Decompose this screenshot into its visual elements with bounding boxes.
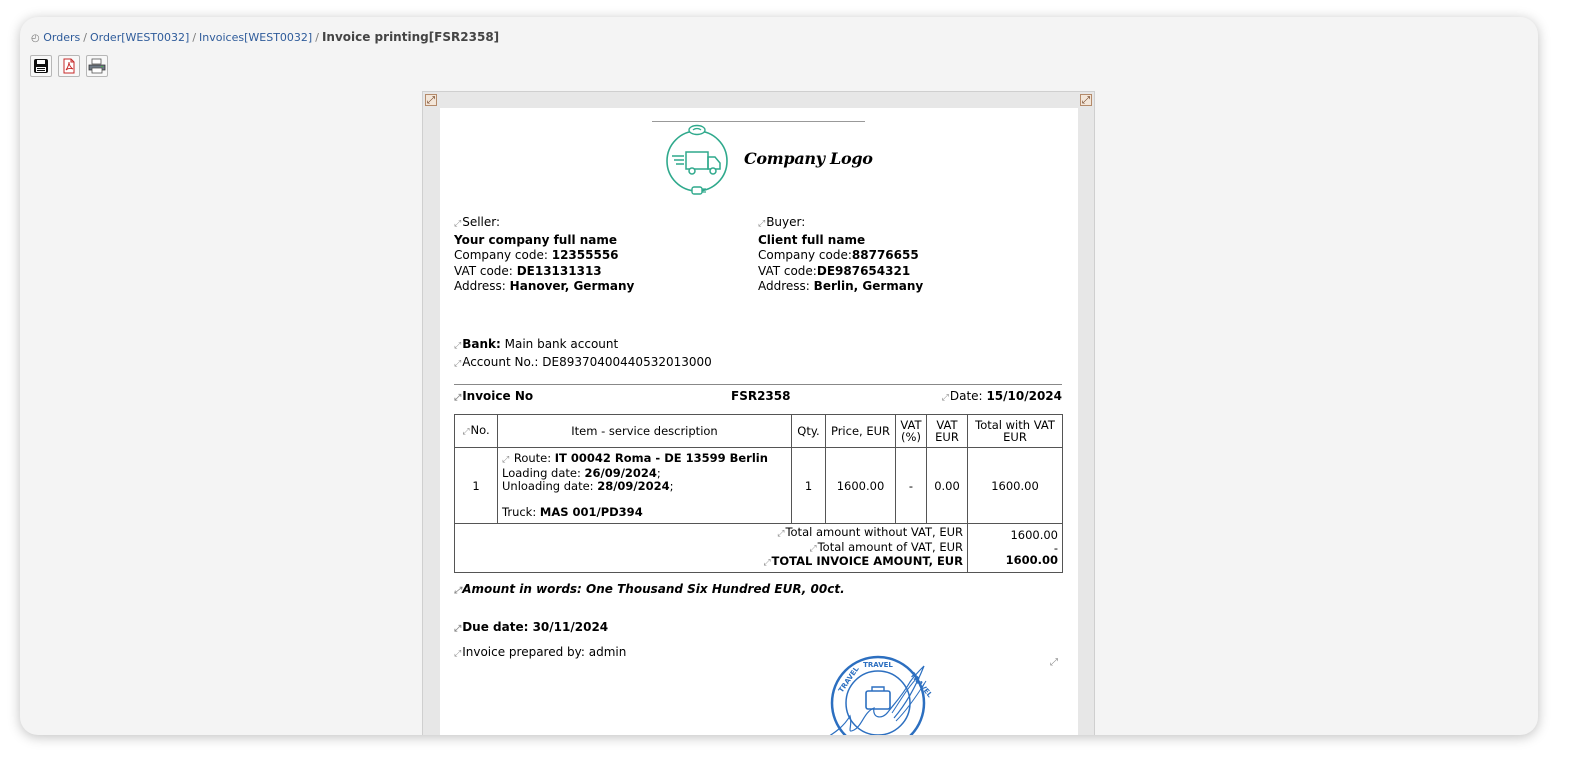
- pin-icon: ⤢: [502, 455, 510, 465]
- buyer-code-label: Company code:: [758, 248, 852, 262]
- seller-address: Hanover, Germany: [509, 279, 635, 293]
- due-value: 30/11/2024: [532, 620, 609, 634]
- buyer-name: Client full name: [758, 232, 866, 247]
- cell-qty: 1: [792, 448, 826, 524]
- seller-vat: DE13131313: [516, 263, 602, 278]
- page-title: Invoice printing[FSR2358]: [321, 30, 500, 44]
- buyer-address: Berlin, Germany: [813, 279, 924, 293]
- app-window: [20, 17, 1538, 735]
- resize-icon[interactable]: ⤢: [427, 95, 435, 106]
- due-date: [454, 620, 608, 634]
- company-stamp: [822, 653, 952, 735]
- cell-description: ⤢ Route: IT 00042 Roma - DE 13599 Berlin Loading date: 26/09/2024; Unloading date: 28/09/2024; Truck: MAS 001/PD394: [498, 448, 792, 524]
- table-header-row: [455, 415, 1063, 448]
- col-qty: Qty.: [792, 415, 826, 448]
- totals-row: [455, 524, 1063, 573]
- due-label: Due date:: [462, 620, 529, 634]
- amount-in-words: [454, 582, 845, 596]
- invoice-no: FSR2358: [731, 389, 791, 403]
- buyer-vat: DE987654321: [816, 263, 911, 278]
- pin-icon: ⤢: [777, 529, 785, 539]
- print-preview-frame: [422, 91, 1095, 735]
- breadcrumb-separator: /: [192, 31, 197, 44]
- breadcrumb-order[interactable]: Order[WEST0032]: [89, 31, 190, 44]
- pin-icon: ⤢: [941, 393, 949, 403]
- truck-label: Truck:: [502, 505, 537, 519]
- col-vat-pct: VAT (%): [896, 415, 927, 448]
- invoice-items-table: [454, 414, 1063, 573]
- buyer-address-label: Address:: [758, 279, 810, 293]
- table-row: [455, 448, 1063, 524]
- cell-total: 1600.00: [968, 448, 1063, 524]
- seller-heading: Seller:: [462, 215, 501, 229]
- resize-icon[interactable]: ⤢: [1082, 95, 1090, 106]
- buyer-heading: Buyer:: [766, 215, 806, 229]
- prepared-by-text: Invoice prepared by: admin: [462, 645, 627, 659]
- account-number: DE89370400440532013000: [542, 354, 712, 369]
- divider: [454, 384, 1062, 385]
- pin-icon: ⤢: [454, 358, 462, 369]
- history-icon: ◴: [31, 33, 40, 44]
- company-logo-icon: [664, 120, 730, 195]
- amount-in-words-text: Amount in words: One Thousand Six Hundred EUR, 00ct.: [462, 582, 845, 596]
- pdf-button[interactable]: [58, 55, 80, 77]
- totals-labels: [455, 524, 968, 573]
- seller-address-label: Address:: [454, 279, 506, 293]
- toolbar: [30, 55, 108, 77]
- total-without-vat: 1600.00: [1010, 528, 1058, 542]
- pin-icon: ⤢: [454, 219, 462, 229]
- pin-icon: ⤢: [1050, 657, 1058, 668]
- route-label: Route:: [513, 451, 552, 465]
- loading-label: Loading date:: [502, 466, 581, 480]
- breadcrumb-invoices[interactable]: Invoices[WEST0032]: [199, 31, 313, 44]
- invoice-date: 15/10/2024: [986, 389, 1062, 403]
- route: IT 00042 Roma - DE 13599 Berlin: [554, 451, 768, 465]
- seller-code-label: Company code:: [454, 248, 548, 262]
- svg-text:TRAVEL: TRAVEL: [908, 671, 934, 700]
- unloading-label: Unloading date:: [502, 479, 594, 493]
- total-vat-label: Total amount of VAT, EUR: [817, 539, 963, 554]
- bank-block: [454, 337, 712, 372]
- breadcrumb-orders[interactable]: Orders: [43, 31, 81, 44]
- pin-icon: ⤢: [454, 393, 462, 403]
- svg-text:TRAVEL: TRAVEL: [837, 665, 861, 695]
- seller-name: Your company full name: [454, 232, 618, 247]
- pin-icon: ⤢: [809, 543, 817, 554]
- invoice-document: [440, 108, 1078, 735]
- invoice-no-label: Invoice No: [462, 389, 534, 403]
- breadcrumb: [31, 30, 499, 44]
- pin-icon: ⤢: [454, 649, 462, 659]
- pdf-icon: [61, 58, 77, 74]
- loading-date: 26/09/2024: [584, 466, 657, 480]
- cell-vat-pct: -: [896, 448, 927, 524]
- pin-icon: ⤢: [462, 427, 470, 437]
- bank-label: Bank:: [462, 337, 501, 351]
- col-description: Item - service description: [498, 415, 792, 448]
- date-label: Date:: [949, 389, 983, 403]
- grand-total-label: TOTAL INVOICE AMOUNT, EUR: [771, 554, 963, 568]
- col-vat-eur: VAT EUR: [927, 415, 968, 448]
- pin-icon: ⤢: [454, 624, 462, 634]
- col-no: ⤢No.: [455, 415, 498, 448]
- buyer-code: 88776655: [851, 248, 919, 262]
- total-vat: -: [1053, 540, 1058, 555]
- svg-text:TRAVEL: TRAVEL: [863, 661, 893, 669]
- logo-text: Company Logo: [744, 149, 873, 168]
- seller-code: 12355556: [551, 248, 619, 262]
- seller-block: [454, 215, 634, 295]
- pin-icon: ⤢: [454, 586, 462, 596]
- cell-no: 1: [455, 448, 498, 524]
- pin-icon: ⤢: [758, 219, 766, 229]
- seller-vat-label: VAT code:: [454, 263, 513, 278]
- grand-total: 1600.00: [1005, 553, 1058, 567]
- save-button[interactable]: [30, 55, 52, 77]
- unloading-date: 28/09/2024: [597, 479, 670, 493]
- breadcrumb-separator: /: [315, 31, 319, 44]
- invoice-number-row: [454, 389, 1062, 405]
- total-without-vat-label: Total amount without VAT, EUR: [785, 525, 963, 539]
- save-icon: [33, 58, 49, 74]
- totals-values: [968, 524, 1063, 573]
- breadcrumb-separator: /: [83, 31, 87, 44]
- cell-price: 1600.00: [826, 448, 896, 524]
- pin-icon: ⤢: [454, 341, 462, 351]
- pin-icon: ⤢: [763, 558, 771, 568]
- col-price: Price, EUR: [826, 415, 896, 448]
- truck: MAS 001/PD394: [539, 505, 643, 519]
- buyer-block: [758, 215, 923, 295]
- prepared-by: [454, 645, 626, 659]
- cell-vat-eur: 0.00: [927, 448, 968, 524]
- account-label: Account No.:: [462, 354, 539, 369]
- print-icon: [88, 58, 106, 74]
- buyer-vat-label: VAT code:: [758, 263, 817, 278]
- print-button[interactable]: [86, 55, 108, 77]
- bank-name: Main bank account: [504, 337, 619, 351]
- col-total: Total with VAT EUR: [968, 415, 1063, 448]
